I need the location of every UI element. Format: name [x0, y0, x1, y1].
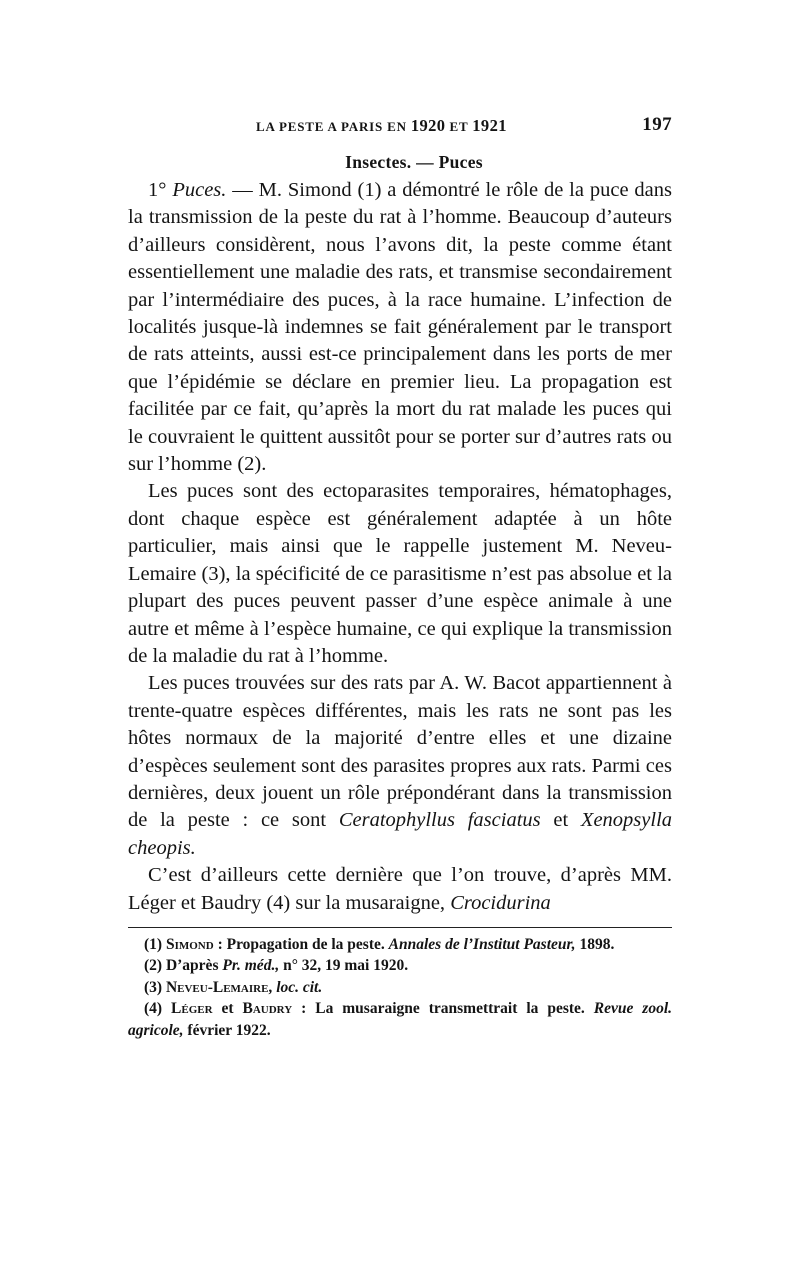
footnote-source: loc. cit.: [276, 978, 323, 996]
footnote-2: [128, 955, 672, 977]
paragraph-2-text: Les puces sont des ectoparasites temporaires, hématophages, dont chaque espèce est généralement adaptée à un hôte particulier, mais ainsi que le rappelle justement M. Neveu-Lemaire (3), la spécificité de ce parasitisme n’est pas absolue et la plupart des puces peuvent passer d’une espèce animale à une autre et même à l’espèce humaine, ce qui explique la transmission de la maladie du rat à l’homme.: [128, 480, 672, 667]
footnote-mark: (1): [144, 935, 166, 953]
footnote-source: Annales de l’Institut Pasteur,: [388, 935, 576, 953]
paragraph-1-number: 1°: [148, 179, 173, 201]
section-heading: Insectes. — Puces: [345, 152, 483, 172]
footnote-mark: (4): [144, 1000, 172, 1018]
species-name-1: Ceratophyllus fasciatus: [338, 809, 541, 832]
footnote-tail: février 1922.: [183, 1021, 271, 1039]
footnote-text: D’après: [165, 957, 223, 975]
footnote-text: : Propagation de la peste.: [213, 935, 389, 953]
footnote-3: [128, 977, 672, 999]
footnote-source: Pr. méd.,: [222, 957, 280, 975]
footnote-tail: 1898.: [575, 935, 615, 953]
running-head: [128, 108, 672, 138]
footnotes: [128, 934, 672, 1042]
footnote-text: et: [212, 1000, 243, 1018]
footnote-author: Neveu-Lemaire,: [165, 978, 273, 996]
running-head-year-2: 1921: [472, 116, 507, 135]
paragraph-4: [128, 862, 672, 917]
paragraph-1-text: — M. Simond (1) a démontré le rôle de la puce dans la transmission de la peste du rat à l’homme. Beaucoup d’auteurs d’ailleurs considèrent, nous l’avons dit, la peste comme étant essentiellement une maladie des rats, et transmise secondairement par l’intermédiaire des puces, à la race humaine. L’infection de localités jusque-là indemnes se fait généralement par le transport de rats atteints, aussi est-ce principalement dans les ports de mer que l’épidémie se déclare en premier lieu. La propagation est facilitée par ce fait, qu’après la mort du rat malade les puces qui le couvraient le quittent aussitôt pour se porter sur d’autres rats ou sur l’homme (2).: [128, 179, 672, 476]
footnote-author: Simond: [165, 935, 214, 953]
page-number: 197: [642, 114, 672, 135]
paragraph-1: [128, 177, 672, 478]
paragraph-1-heading: Puces.: [172, 179, 227, 201]
footnote-rule: [128, 927, 672, 928]
paragraph-3-text-b: et: [540, 809, 581, 832]
footnote-source: Revue zool. agricole,: [128, 1000, 672, 1039]
footnote-mark: (3): [144, 978, 166, 996]
footnote-author: Léger: [171, 1000, 213, 1018]
paragraph-2: [128, 478, 672, 670]
running-head-year-1: 1920: [410, 116, 446, 135]
running-head-title: [256, 116, 507, 136]
species-name-2: Xenopsylla cheopis.: [128, 809, 673, 859]
paragraph-3: [128, 670, 672, 862]
footnote-1: [128, 934, 672, 956]
paragraph-4-text: C’est d’ailleurs cette dernière que l’on trouve, d’après MM. Léger et Baudry (4) sur la musaraigne,: [128, 864, 672, 914]
species-name-3: Crocidurina: [450, 891, 551, 914]
footnote-4: [128, 998, 672, 1041]
paragraph-3-text-a: Les puces trouvées sur des rats par A. W. Bacot appartiennent à trente-quatre espèces différentes, mais les rats ne sont pas les hôtes normaux de la majorité d’entre elles et une dizaine d’espèces seulement sont des parasites propres aux rats. Parmi ces dernières, deux jouent un rôle prépondérant dans la transmission de la peste : ce sont: [128, 672, 672, 832]
running-head-conjunction: ET: [445, 119, 473, 134]
body-text: [128, 177, 672, 917]
footnote-author-2: Baudry: [242, 1000, 293, 1018]
running-head-text: LA PESTE A PARIS EN: [256, 119, 411, 134]
footnote-text-2: : La musaraigne transmettrait la peste.: [292, 1000, 594, 1018]
book-page: [128, 108, 672, 1041]
footnote-mark: (2): [144, 957, 166, 975]
footnote-tail: n° 32, 19 mai 1920.: [279, 957, 409, 975]
